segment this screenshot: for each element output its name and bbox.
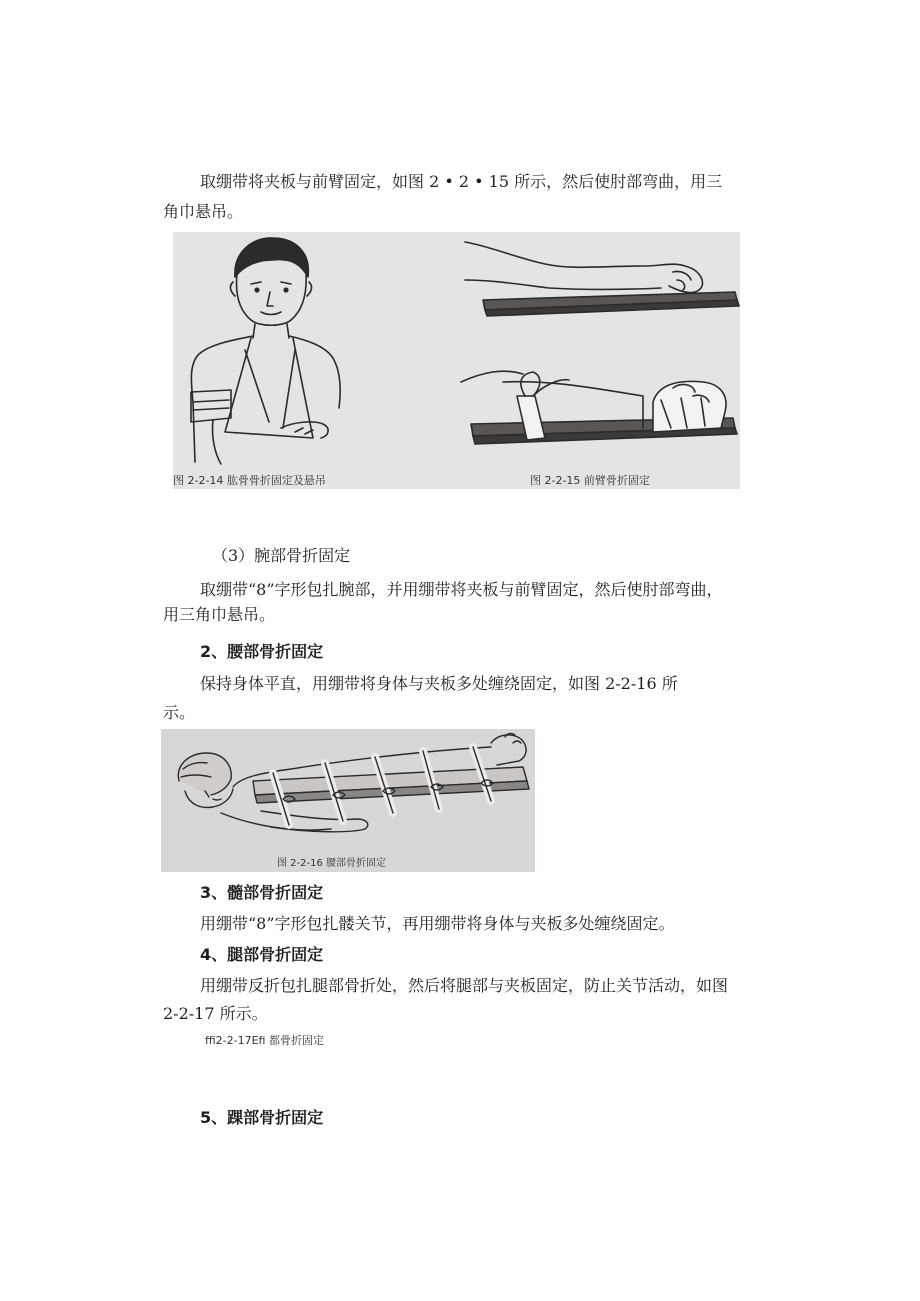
para2-line1: 取绷带“8”字形包扎腕部，并用绷带将夹板与前臂固定，然后使肘部弯曲， — [200, 580, 723, 599]
section-wrist-heading: （3）腕部骨折固定 — [212, 546, 351, 565]
section-lumbar-heading: 2、腰部骨折固定 — [200, 642, 324, 661]
figure2-caption: 图 2-2-16 腰部骨折固定 — [277, 858, 387, 869]
para3-line1: 保持身体平直，用绷带将身体与夹板多处缠绕固定，如图 2-2-16 所 — [200, 674, 678, 693]
figure-lumbar-fracture-illustration — [161, 729, 535, 872]
para4-line1: 用绷带“8”字形包扎髅关节，再用绷带将身体与夹板多处缠绕固定。 — [200, 914, 675, 933]
para5-line1: 用绷带反折包扎腿部骨折处，然后将腿部与夹板固定，防止关节活动，如图 — [200, 976, 729, 995]
section-ankle-heading: 5、踝部骨折固定 — [200, 1108, 324, 1127]
figure-lumbar-fracture — [161, 729, 535, 872]
para2-line2: 用三角巾悬吊。 — [163, 605, 276, 624]
para5-line2: 2-2-17 所示。 — [163, 1004, 268, 1023]
figure1-caption-right: 图 2-2-15 前臂骨折固定 — [530, 474, 650, 487]
para1-line1: 取绷带将夹板与前臂固定，如图 2 • 2 • 15 所示，然后使肘部弯曲，用三 — [200, 172, 723, 191]
figure3-caption: ffi2-2-17Efi 都骨折固定 — [205, 1034, 324, 1047]
figure-arm-fracture — [173, 232, 740, 489]
section-leg-heading: 4、腿部骨折固定 — [200, 945, 324, 964]
para1-line2: 角巾悬吊。 — [163, 202, 244, 221]
section-hip-heading: 3、髓部骨折固定 — [200, 883, 324, 902]
para3-line2: 示。 — [163, 703, 196, 722]
figure-arm-fracture-illustration — [173, 232, 740, 489]
figure1-caption-left: 图 2-2-14 肱骨骨折固定及悬吊 — [173, 474, 326, 487]
